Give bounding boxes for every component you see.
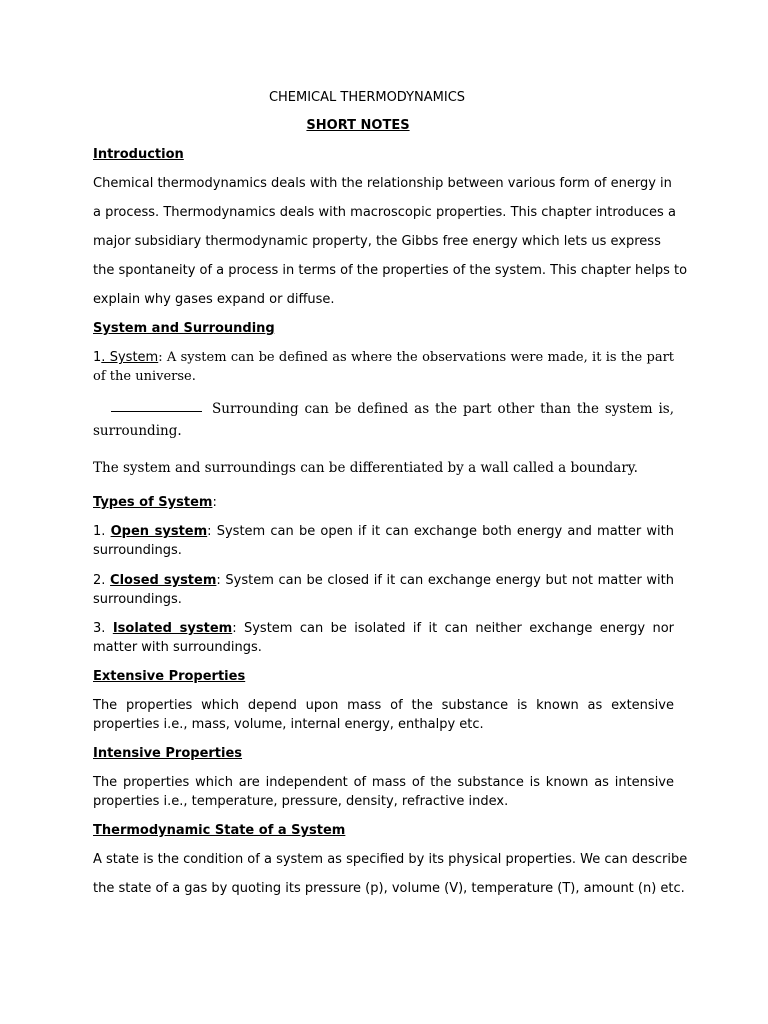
- system-item-number: 1: [93, 350, 102, 365]
- state-line: the state of a gas by quoting its pressure (p), volume (V), temperature (T), amount (n) etc.: [93, 881, 685, 896]
- list-item: [93, 571, 674, 609]
- surrounding-definition: [93, 398, 674, 442]
- list-term: Closed system: [110, 573, 217, 588]
- intro-line: a process. Thermodynamics deals with macroscopic properties. This chapter introduces a: [93, 205, 676, 220]
- state-heading: Thermodynamic State of a System: [93, 823, 346, 838]
- surrounding-text: Surrounding can be defined as the part other than the system is, surrounding.: [93, 401, 674, 439]
- state-line: A state is the condition of a system as specified by its physical properties. We can describe: [93, 852, 688, 867]
- list-text: : System can be closed if it can exchange energy but not matter with surroundings.: [93, 573, 675, 607]
- intro-line: the spontaneity of a process in terms of the properties of the system. This chapter helps to: [93, 263, 688, 278]
- list-number: 1.: [93, 524, 111, 539]
- list-number: 2.: [93, 573, 111, 588]
- list-item: [93, 619, 674, 657]
- types-heading-colon: :: [212, 495, 217, 510]
- system-term: . System: [101, 350, 159, 365]
- boundary-text: The system and surroundings can be differentiated by a wall called a boundary.: [93, 460, 638, 476]
- system-definition: [93, 348, 674, 386]
- system-text: : A system can be defined as where the observations were made, it is the part of the universe.: [93, 350, 675, 384]
- extensive-text: The properties which depend upon mass of the substance is known as extensive properties i.e., mass, volume, internal energy, enthalpy etc.: [93, 698, 674, 732]
- system-heading: System and Surrounding: [93, 321, 275, 336]
- intro-line: explain why gases expand or diffuse.: [93, 292, 335, 307]
- list-item: [93, 522, 674, 560]
- intro-line: major subsidiary thermodynamic property, the Gibbs free energy which lets us express: [93, 234, 661, 249]
- list-term: Isolated system: [112, 621, 233, 636]
- list-term: Open system: [110, 524, 208, 539]
- types-heading-line: [93, 493, 217, 512]
- document-title: CHEMICAL THERMODYNAMICS: [268, 90, 466, 105]
- document-subtitle: SHORT NOTES: [306, 118, 410, 133]
- list-number: 3.: [93, 621, 113, 636]
- blank-line: [111, 411, 202, 412]
- intro-line: Chemical thermodynamics deals with the relationship between various form of energy in: [93, 176, 672, 191]
- intensive-text: The properties which are independent of mass of the substance is known as intensive properties i.e., temperature, pressure, density, refractive index.: [93, 775, 674, 809]
- list-text: : System can be isolated if it can neither exchange energy nor matter with surroundings.: [93, 621, 674, 655]
- extensive-heading: Extensive Properties: [93, 669, 246, 684]
- types-heading: Types of System: [93, 495, 213, 510]
- intro-heading: Introduction: [93, 147, 184, 162]
- intensive-heading: Intensive Properties: [93, 746, 243, 761]
- list-text: : System can be open if it can exchange both energy and matter with surroundings.: [93, 524, 674, 558]
